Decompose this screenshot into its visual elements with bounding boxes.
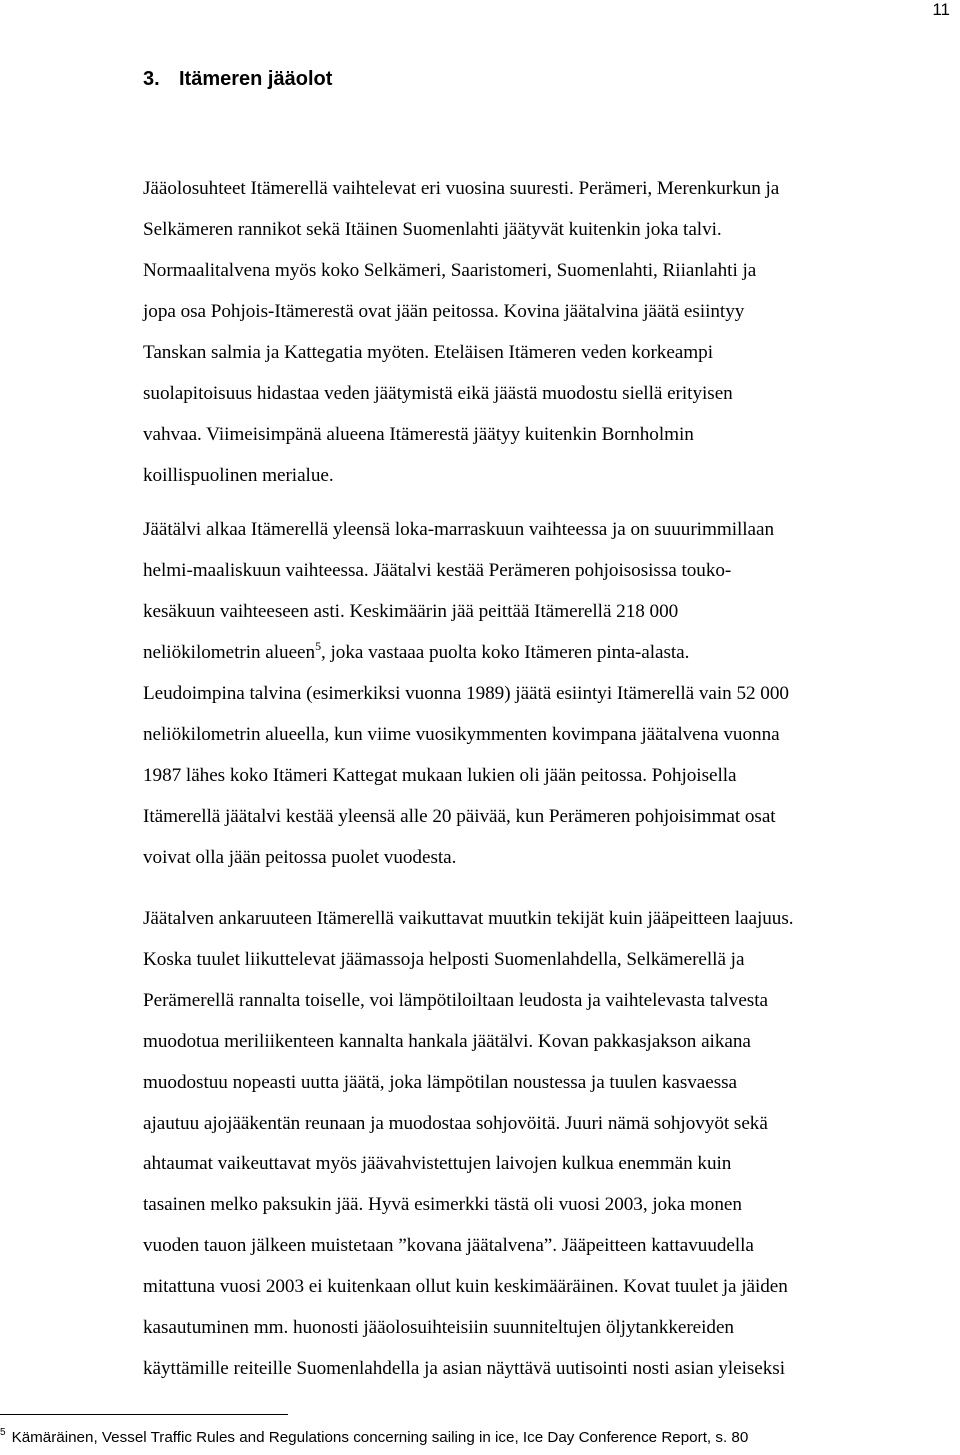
text-line: jopa osa Pohjois-Itämerestä ovat jään peitossa. Kovina jäätalvina jäätä esiintyy — [143, 301, 745, 322]
text-line: muodotua meriliikenteen kannalta hankala jäätälvi. Kovan pakkasjakson aikana — [143, 1030, 751, 1052]
page-number: 11 — [932, 0, 950, 19]
footnote-number: 5 — [0, 1427, 6, 1438]
text-line: Tanskan salmia ja Kattegatia myöten. Eteläisen Itämeren veden korkeampi — [143, 342, 713, 363]
text-line: vuoden tauon jälkeen muistetaan ”kovana jäätalvena”. Jääpeitteen kattavuudella — [143, 1235, 754, 1257]
text-line: ajautuu ajojääkentän reunaan ja muodostaa sohjovöitä. Juuri nämä sohjovyöt sekä — [143, 1112, 768, 1134]
text-line: ahtaumat vaikeuttavat myös jäävahvistettujen laivojen kulkua enemmän kuin — [143, 1153, 732, 1175]
text-line: Normaalitalvena myös koko Selkämeri, Saaristomeri, Suomenlahti, Riianlahti ja — [143, 260, 757, 281]
text-line: muodostuu nopeasti uutta jäätä, joka lämpötilan noustessa ja tuulen kasvaessa — [143, 1071, 738, 1093]
text-line: Jäätälvi alkaa Itämerellä yleensä loka-marraskuun vaihteessa ja on suuurimmillaan — [143, 519, 775, 540]
text-line: käyttämille reiteille Suomenlahdella ja asian näyttävä uutisointi nosti asian yleiseksi — [143, 1357, 786, 1379]
text-line: mitattuna vuosi 2003 ei kuitenkaan ollut kuin keskimääräinen. Kovat tuulet ja jäiden — [143, 1276, 788, 1298]
text-line: kasautuminen mm. huonosti jääolosuihteisiin suunniteltujen öljytankkereiden — [143, 1317, 734, 1339]
text-line: Itämerellä jäätalvi kestää yleensä alle 20 päivää, kun Perämeren pohjoisimmat osat — [143, 806, 776, 827]
text-line: Jäätalven ankaruuteen Itämerellä vaikuttavat muutkin tekijät kuin jääpeitteen laajuus. — [143, 908, 794, 929]
footnote — [0, 1428, 748, 1448]
text-line: Perämerellä rannalta toiselle, voi lämpötiloiltaan leudosta ja vaihtelevasta talvesta — [143, 989, 768, 1011]
text-line: suolapitoisuus hidastaa veden jäätymistä eikä jäästä muodostu siellä erityisen — [143, 383, 733, 404]
paragraph-ice-severity — [143, 899, 793, 1390]
paragraph-ice-conditions — [143, 168, 779, 496]
chapter-heading — [143, 65, 332, 93]
footnote-separator — [0, 1414, 288, 1415]
text-line-with-footnote — [143, 632, 789, 673]
chapter-title: Itämeren jääolot — [179, 68, 333, 90]
text-line: voivat olla jään peitossa puolet vuodesta. — [143, 847, 457, 868]
chapter-number: 3. — [143, 68, 160, 90]
text-line: Selkämeren rannikot sekä Itäinen Suomenlahti jäätyvät kuitenkin joka talvi. — [143, 219, 722, 240]
text-line: 1987 lähes koko Itämeri Kattegat mukaan lukien oli jään peitossa. Pohjoisella — [143, 765, 737, 786]
text-segment: neliökilometrin alueen — [143, 642, 316, 663]
text-line: helmi-maaliskuun vaihteessa. Jäätalvi kestää Perämeren pohjoisosissa touko- — [143, 560, 732, 581]
paragraph-ice-season — [143, 509, 789, 878]
text-line: koillispuolinen merialue. — [143, 465, 334, 486]
text-line: Jääolosuhteet Itämerellä vaihtelevat eri vuosina suuresti. Perämeri, Merenkurkun ja — [143, 178, 780, 199]
footnote-reference: 5 — [315, 639, 322, 653]
text-line: tasainen melko paksukin jää. Hyvä esimerkki tästä oli vuosi 2003, joka monen — [143, 1194, 742, 1216]
text-line: kesäkuun vaihteeseen asti. Keskimäärin jää peittää Itämerellä 218 000 — [143, 601, 679, 622]
text-line: vahvaa. Viimeisimpänä alueena Itämerestä jäätyy kuitenkin Bornholmin — [143, 424, 694, 445]
text-line: neliökilometrin alueella, kun viime vuosikymmenten kovimpana jäätalvena vuonna — [143, 724, 780, 745]
text-line: Leudoimpina talvina (esimerkiksi vuonna 1989) jäätä esiintyi Itämerellä vain 52 000 — [143, 683, 789, 704]
text-line: Koska tuulet liikuttelevat jäämassoja helposti Suomenlahdella, Selkämerellä ja — [143, 948, 745, 970]
footnote-text: Kämäräinen, Vessel Traffic Rules and Regulations concerning sailing in ice, Ice Day Conference Report, s. 80 — [11, 1429, 749, 1446]
text-segment: , joka vastaaa puolta koko Itämeren pinta-alasta. — [321, 642, 690, 663]
